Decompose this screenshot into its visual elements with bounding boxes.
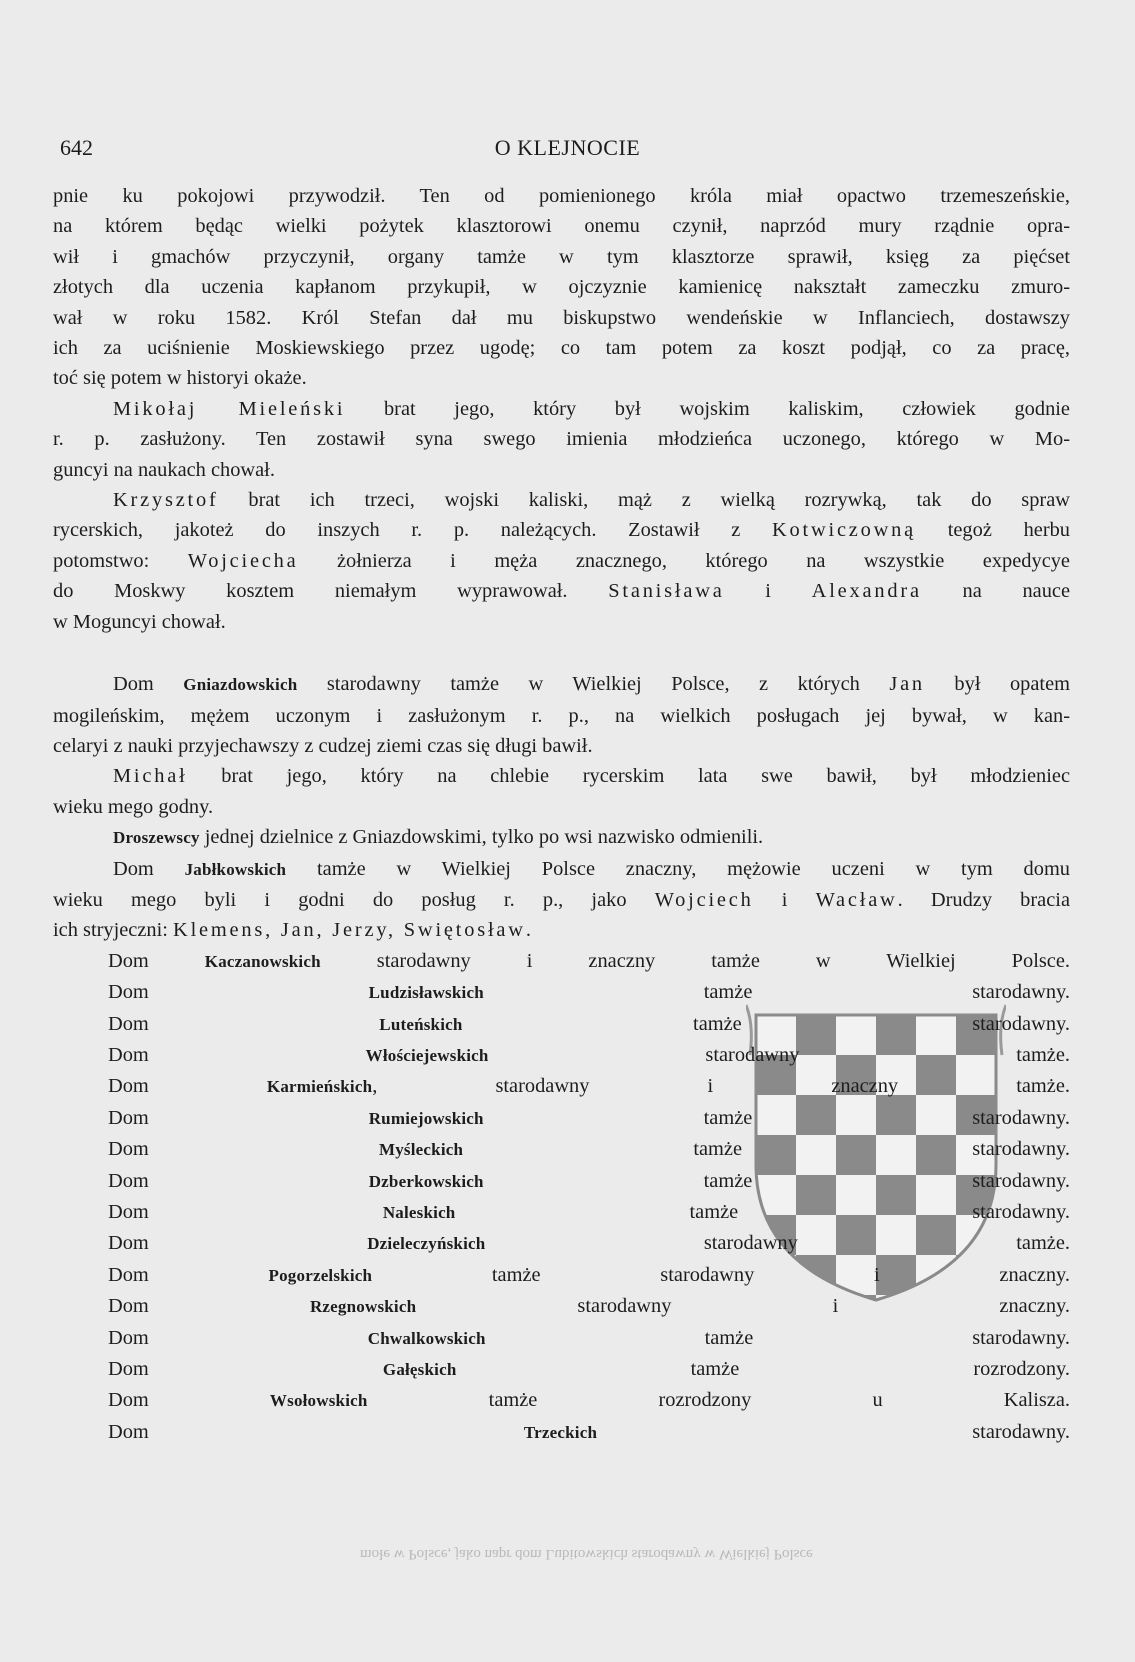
body-text	[53, 181, 1070, 1448]
text-span: starodawny tamże.	[485, 1232, 1070, 1255]
text-span: Dom	[108, 1012, 380, 1035]
list-item	[53, 1071, 1070, 1102]
person-name: Klemens, Jan, Jerzy, Swiętosław	[173, 919, 526, 942]
text-span: starodawny.	[597, 1420, 1070, 1443]
text-span: tamże starodawny.	[483, 1169, 1070, 1192]
text-span: Dom	[108, 981, 369, 1004]
text-line: guncyi na naukach chował.	[53, 458, 275, 481]
list-item	[53, 1166, 1070, 1197]
text-span: starodawny tamże w Wielkiej Polsce, z których	[297, 673, 890, 696]
text-span: Dom	[108, 1169, 369, 1192]
family-name: Rumiejowskich	[368, 1108, 484, 1128]
list-item	[53, 1323, 1070, 1354]
text-span: Dom	[108, 1201, 383, 1223]
list-item	[53, 1354, 1070, 1385]
text-span: .	[525, 919, 531, 942]
family-name: Rzegnowskich	[309, 1297, 417, 1317]
person-name: Wojciecha	[187, 549, 299, 572]
text-span: Dom	[108, 1232, 368, 1255]
text-line	[53, 546, 1070, 576]
list-item	[53, 1040, 1070, 1071]
text-span: tamże starodawny.	[483, 1106, 1070, 1129]
person-name: Kotwiczowną	[771, 519, 917, 542]
text-line	[53, 761, 1070, 791]
text-span: Dom	[108, 1263, 269, 1286]
person-name: Jan	[889, 673, 925, 696]
text-span: Dom	[113, 857, 185, 880]
house-list	[53, 946, 1070, 1449]
family-name: Luteńskich	[379, 1014, 463, 1034]
text-span: Dom	[108, 1106, 369, 1129]
text-span: starodawny i znaczny tamże w Wielkiej Polsce.	[320, 949, 1070, 972]
text-line: wieku mego godny.	[53, 795, 214, 818]
text-span: Dom	[108, 949, 205, 972]
text-span: i	[753, 888, 816, 911]
text-span: tamże starodawny.	[485, 1326, 1070, 1349]
person-name: Mikołaj Mieleński	[113, 397, 346, 420]
list-item	[53, 1197, 1070, 1228]
family-name: Naleskich	[382, 1203, 456, 1222]
person-name: Krzysztof	[113, 489, 219, 512]
list-item	[53, 946, 1070, 977]
text-line: ich za uciśnienie Moskiewskiego przez ugodę; co tam potem za koszt podjął, co za pracę,	[53, 337, 1070, 360]
text-line: na którem będąc wielki pożytek klasztorowi onemu czynił, naprzód mury rządnie opra-	[53, 215, 1070, 238]
family-name: Karmieńskich	[266, 1077, 373, 1097]
text-line: celaryi z nauki przyjechawszy z cudzej ziemi czas się długi bawił.	[53, 734, 593, 757]
text-span: brat ich trzeci, wojski kaliski, mąż z wielką rozrywką, tak do spraw	[218, 489, 1070, 512]
text-span: starodawny i znaczny.	[416, 1295, 1070, 1318]
family-name: Myśleckich	[378, 1140, 464, 1160]
text-span: brat jego, który na chlebie rycerskim lata swe bawił, był młodzieniec	[187, 765, 1070, 788]
person-name: Alexandra	[811, 580, 922, 603]
text-span: Dom	[108, 1420, 524, 1443]
family-name: Dzieleczyńskich	[367, 1234, 486, 1254]
text-span: tamże starodawny.	[483, 981, 1070, 1004]
text-span: Dom	[108, 1075, 267, 1098]
text-line: mogileńskim, mężem uczonym i zasłużonym r. p., na wielkich posługach jej bywał, w kan-	[53, 704, 1070, 727]
list-item	[53, 1103, 1070, 1134]
text-span: tamże starodawny.	[455, 1201, 1070, 1223]
text-span: na nauce	[921, 580, 1071, 603]
list-item	[53, 1260, 1070, 1291]
person-name: Stanisława	[608, 580, 725, 603]
list-item	[53, 1385, 1070, 1416]
bleed-through-text: mołe w Polsce, jako napr dom Lubitowskich starodawny w Wielkiej Polsce	[360, 1546, 813, 1562]
text-span: tamże rozrodzony u Kalisza.	[367, 1389, 1070, 1412]
list-item	[53, 1009, 1070, 1040]
family-name: Dzberkowskich	[368, 1171, 484, 1191]
family-name: Włościejewskich	[365, 1045, 489, 1065]
person-name: Wojciech	[654, 888, 754, 911]
text-line	[53, 394, 1070, 424]
text-span: Dom	[108, 1358, 383, 1381]
page-header	[58, 135, 1077, 167]
page-number: 642	[60, 135, 93, 160]
text-span: tegoż herbu	[916, 519, 1070, 542]
paragraph-gap	[53, 637, 1070, 669]
text-span: Dom	[108, 1043, 366, 1066]
text-span: tamże starodawny.	[463, 1138, 1070, 1161]
text-line	[53, 485, 1070, 515]
text-line: w Moguncyi chował.	[53, 610, 226, 633]
text-line: toć się potem w historyi okaże.	[53, 367, 307, 390]
text-span: . Drudzy bracia	[897, 888, 1070, 911]
list-item	[53, 1134, 1070, 1165]
text-line	[53, 822, 1070, 853]
text-span: wieku mego byli i godni do posług r. p., jako	[53, 888, 655, 911]
text-span: brat jego, który był wojskim kaliskim, człowiek godnie	[345, 397, 1070, 420]
text-span: był opatem	[924, 673, 1070, 696]
text-span: jednej dzielnice z Gniazdowskimi, tylko po wsi nazwisko odmienili.	[199, 826, 764, 849]
family-name: Jabłkowskich	[184, 859, 287, 879]
family-name: Kaczanowskich	[204, 951, 321, 971]
family-name: Ludzisławskich	[368, 983, 484, 1003]
text-span: tamże starodawny.	[462, 1012, 1070, 1035]
text-span: Dom	[108, 1326, 368, 1349]
list-item	[53, 1291, 1070, 1322]
text-span: , starodawny i znaczny tamże.	[372, 1075, 1070, 1098]
text-span: starodawny tamże.	[488, 1043, 1070, 1066]
text-span: ich stryjeczni:	[53, 919, 174, 942]
text-line	[53, 854, 1070, 885]
family-name: Pogorzelskich	[268, 1265, 373, 1285]
text-span: Dom	[108, 1138, 379, 1161]
text-line	[53, 576, 1070, 606]
text-span: tamże rozrodzony.	[456, 1358, 1070, 1381]
text-line	[53, 885, 1070, 915]
text-line: wił i gmachów przyczynił, organy tamże w tym klasztorze sprawił, księg za pięćset	[53, 245, 1070, 268]
text-span: żołnierza i męża znacznego, którego na wszystkie expedycye	[298, 549, 1070, 572]
family-name: Wsołowskich	[269, 1391, 368, 1411]
running-title: O KLEJNOCIE	[494, 135, 641, 160]
list-item	[53, 1417, 1070, 1448]
person-name: Wacław	[815, 888, 898, 911]
text-line	[53, 669, 1070, 700]
family-name: Gniazdowskich	[183, 675, 298, 695]
person-name: Michał	[113, 765, 188, 788]
text-span: do Moskwy kosztem niemałym wyprawował.	[53, 580, 609, 603]
text-span: i	[724, 580, 812, 603]
text-span: tamże w Wielkiej Polsce znaczny, mężowie uczeni w tym domu	[286, 857, 1070, 880]
text-line: złotych dla uczenia kapłanom przykupił, w ojczyznie kamienicę nakształt zameczku zmuro-	[53, 276, 1070, 299]
family-name: Gałęskich	[382, 1360, 457, 1380]
text-span: Dom	[113, 673, 184, 696]
text-line: r. p. zasłużony. Ten zostawił syna swego imienia młodzieńca uczonego, którego w Mo-	[53, 428, 1070, 451]
text-line: pnie ku pokojowi przywodził. Ten od pomienionego króla miał opactwo trzemeszeńskie,	[53, 185, 1070, 207]
text-span: tamże starodawny i znaczny.	[372, 1263, 1070, 1286]
family-name: Chwalkowskich	[367, 1328, 486, 1348]
text-span: rycerskich, jakoteż do inszych r. p. należących. Zostawił z	[53, 519, 772, 542]
list-item	[53, 1228, 1070, 1259]
text-span: potomstwo:	[53, 549, 188, 572]
text-line	[53, 915, 1070, 945]
text-line: wał w roku 1582. Król Stefan dał mu biskupstwo wendeńskie w Inflanciech, dostawszy	[53, 306, 1070, 329]
list-item	[53, 977, 1070, 1008]
text-span: Dom	[108, 1389, 270, 1412]
text-line	[53, 515, 1070, 545]
family-name: Trzeckich	[523, 1422, 598, 1442]
family-name: Droszewscy	[113, 828, 200, 848]
text-span: Dom	[108, 1295, 310, 1318]
